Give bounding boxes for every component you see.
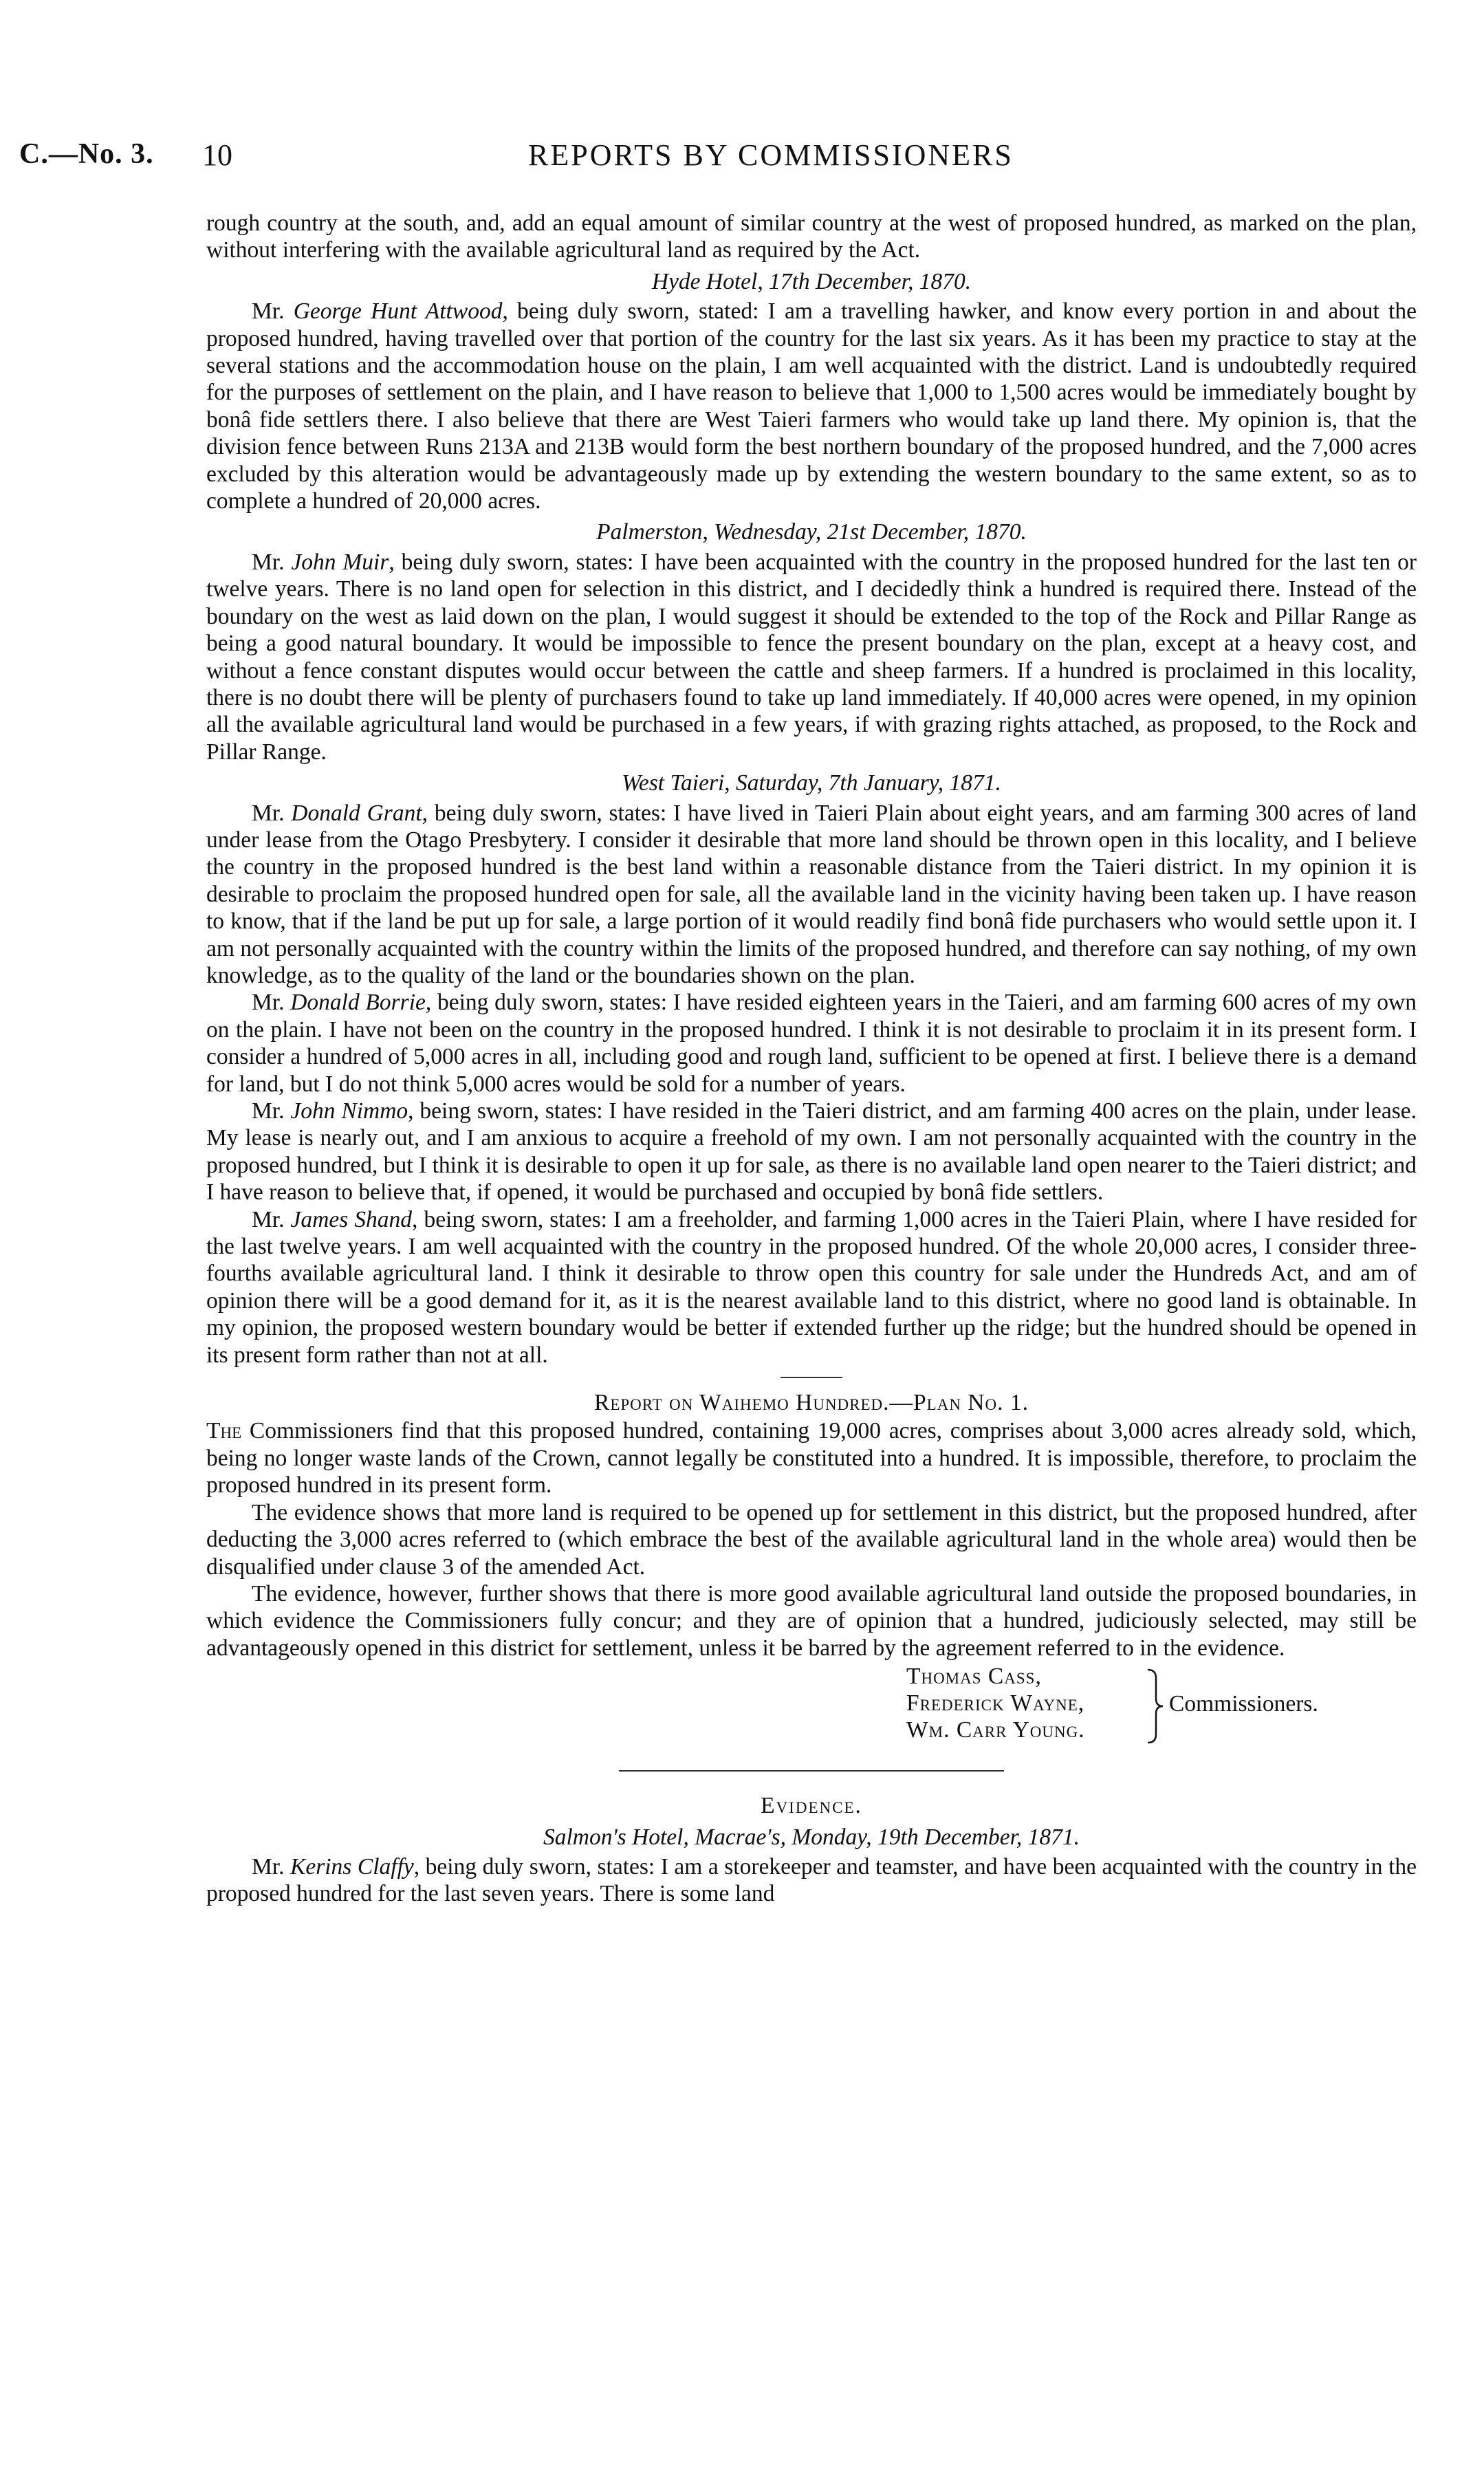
report-paragraph-1	[206, 1417, 1417, 1499]
speaker-prefix: Mr.	[252, 1206, 291, 1232]
shand-testimony	[206, 1206, 1417, 1369]
speaker-name: John Nimmo	[290, 1098, 408, 1124]
speaker-prefix: Mr.	[252, 1098, 291, 1124]
page-number: 10	[202, 138, 232, 172]
speaker-name: George Hunt Attwood	[293, 298, 503, 325]
signatory-role: Commissioners.	[1169, 1691, 1318, 1717]
report-text: Commissioners find that this proposed hundred, containing 19,000 acres, comprises about 3,000 acres already sold, which, being no longer waste lands of the Crown, cannot legally be constituted into a hundred. It is impossible, therefore, to proclaim the proposed hundred in its present form.	[206, 1418, 1417, 1499]
nimmo-testimony	[206, 1098, 1417, 1206]
speaker-name: John Muir	[291, 549, 389, 575]
palmerston-heading: Palmerston, Wednesday, 21st December, 1870.	[596, 519, 1027, 545]
speaker-prefix: Mr.	[252, 549, 292, 575]
speaker-prefix: Mr.	[252, 1853, 290, 1880]
testimony-text: , being sworn, states: I am a freeholder, and farming 1,000 acres in the Taieri Plain, where I have resided for the last twelve years. I am well acquainted with the country in the proposed hundred. Of the whole 20,000 acres, I consider three-fourths available agricultural land. I think it desirable to throw open this country for sale under the Hundreds Act, and am of opinion there will be a good demand for it, as it is the nearest available land to this district, where no good land is obtainable. In my opinion, the proposed western boundary would be better if extended further up the ridge; but the hundred should be opened in its present form rather than not at all.	[206, 1206, 1417, 1368]
speaker-prefix: Mr.	[252, 298, 294, 325]
speaker-name: Kerins Claffy	[290, 1853, 414, 1880]
speaker-name: Donald Grant	[291, 800, 422, 826]
testimony-text: , being duly sworn, states: I have been acquainted with the country in the proposed hundred for the last ten or twelve years. There is no land open for selection in this district, and I decidedly think a hundred is required there. Instead of the boundary on the west as laid down on the plan, I would suggest it should be extended to the top of the Rock and Pillar Range as being a good natural boundary. It would be impossible to fence the present boundary on the plan, except at a heavy cost, and without a fence constant disputes would occur between the cattle and sheep farmers. If a hundred is proclaimed in this locality, there is no doubt there will be plenty of purchasers found to take up land immediately. If 40,000 acres were opened, in my opinion all the available agricultural land would be purchased in a few years, if with grazing rights attached, as proposed, to the Rock and Pillar Range.	[206, 549, 1417, 765]
page-header	[19, 138, 1450, 186]
signatory-names	[906, 1663, 1085, 1743]
testimony-text: , being duly sworn, stated: I am a travelling hawker, and know every portion in and about the proposed hundred, having travelled over that portion of the country for the last six years. As it has been my practice to stay at the several stations and the accommodation house on the plain, I am well acquainted with the district. Land is undoubtedly required for the purposes of settlement on the plain, and I have reason to believe that 1,000 to 1,500 acres would be immediately bought by bonâ fide settlers there. I also believe that there are West Taieri farmers who would take up land there. My opinion is, that the division fence between Runs 213A and 213B would form the best northern boundary of the proposed hundred, and the 7,000 acres excluded by this alteration would be advantageously made up by extending the western boundary to the same extent, so as to complete a hundred of 20,000 acres.	[206, 298, 1417, 514]
report-paragraph-2: The evidence shows that more land is required to be opened up for settlement in this district, but the proposed hundred, after deducting the 3,000 acres referred to (which embrace the best of the available agricultural land in the whole area) would then be disqualified under clause 3 of the amended Act.	[206, 1499, 1417, 1580]
salmons-hotel-heading: Salmon's Hotel, Macrae's, Monday, 19th December, 1871.	[543, 1824, 1080, 1850]
page-body	[206, 210, 1417, 1908]
speaker-name: James Shand	[290, 1206, 413, 1232]
west-taieri-heading: West Taieri, Saturday, 7th January, 1871.	[622, 770, 1001, 796]
testimony-text: , being duly sworn, states: I have lived in Taieri Plain about eight years, and am farming 300 acres of land under lease from the Otago Presbytery. I consider it desirable that more land should be thrown open in this locality, and I believe the country in the proposed hundred is the best land within a reasonable distance from the Taieri district. In my opinion it is desirable to proclaim the proposed hundred open for sale, all the available land in the vicinity having been taken up. I have reason to know, that if the land be put up for sale, a large portion of it would readily find bonâ fide purchasers who would settle upon it. I am not personally acquainted with the country within the limits of the proposed hundred, and therefore can say nothing, of my own knowledge, as to the quality of the land or the boundaries shown on the plan.	[206, 800, 1417, 988]
signatory-name: Thomas Cass,	[906, 1664, 1042, 1690]
testimony-text: , being duly sworn, states: I am a storekeeper and teamster, and have been acquainted with the country in the proposed hundred for the last seven years. There is some land	[206, 1853, 1417, 1907]
testimony-text: , being sworn, states: I have resided in the Taieri district, and am farming 400 acres on the plain, under lease. My lease is nearly out, and I am anxious to acquire a freehold of my own. I am not personally acquainted with the country in the proposed hundred, but I think it is desirable to open it up for sale, as there is no available land open nearer to the Taieri district; and I have reason to believe that, if opened, it would be purchased and occupied by bonâ fide settlers.	[206, 1098, 1417, 1206]
hyde-hotel-heading: Hyde Hotel, 17th December, 1870.	[651, 268, 972, 294]
signatory-name: Wm. Carr Young.	[906, 1717, 1085, 1743]
evidence-divider	[619, 1770, 1004, 1772]
report-paragraph-3: The evidence, however, further shows that there is more good available agricultural land outside the proposed boundaries, in which evidence the Commissioners fully concur; and they are of opinion that a hundred, judiciously selected, may still be advantageously opened in this district for settlement, unless it be barred by the agreement referred to in the evidence.	[206, 1580, 1417, 1661]
signatory-name: Frederick Wayne,	[906, 1690, 1085, 1717]
speaker-prefix: Mr.	[252, 990, 291, 1016]
signature-block	[206, 1663, 1417, 1752]
report-heading: Report on Waihemo Hundred.—Plan No. 1.	[593, 1390, 1029, 1416]
testimony-text: , being duly sworn, states: I have resided eighteen years in the Taieri, and am farming 600 acres of my own on the plain. I have not been on the country in the proposed hundred. I think it is not desirable to proclaim it in its present form. I consider a hundred of 5,000 acres in all, including good and rough land, sufficient to be opened at first. I believe there is a demand for land, but I do not think 5,000 acres would be sold for a number of years.	[206, 990, 1417, 1097]
speaker-name: Donald Borrie	[290, 990, 426, 1016]
claffy-testimony	[206, 1853, 1417, 1908]
muir-testimony	[206, 549, 1417, 765]
attwood-testimony	[206, 298, 1417, 514]
intro-paragraph: rough country at the south, and, add an equal amount of similar country at the west of proposed hundred, as marked on the plan, without interfering with the available agricultural land as required by the Act.	[206, 210, 1417, 263]
brace-icon	[1146, 1668, 1164, 1744]
borrie-testimony	[206, 989, 1417, 1098]
section-divider	[781, 1377, 842, 1378]
speaker-prefix: Mr.	[252, 800, 292, 826]
report-lead-word: The	[206, 1418, 242, 1444]
evidence-heading: Evidence.	[761, 1793, 862, 1819]
running-title: REPORTS BY COMMISSIONERS	[528, 138, 1014, 172]
document-reference: C.—No. 3.	[19, 138, 154, 170]
grant-testimony	[206, 800, 1417, 990]
